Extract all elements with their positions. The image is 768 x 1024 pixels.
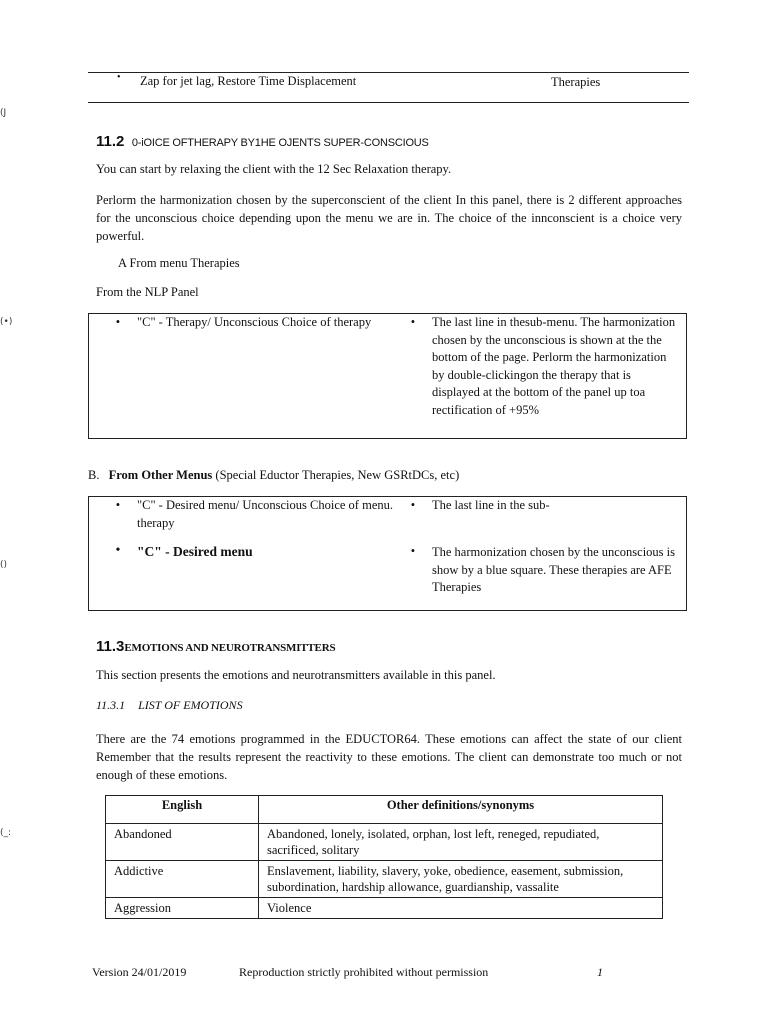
table-header-synonyms: Other definitions/synonyms [259,796,663,824]
box2-row2-left: "C" - Desired menu [137,544,253,559]
emotion-name: Abandoned [106,824,259,861]
margin-mark: () [0,560,8,570]
header-bottom-rule [88,102,689,103]
header-left-text: Zap for jet lag, Restore Time Displacement [140,74,357,88]
header-bullet: • [117,72,121,83]
emotion-synonyms: Violence [259,898,663,919]
box1-right-text: The last line in thesub-menu. The harmonization chosen by the unconscious is shown at the the bottom of the page. Perlorm the harmonization by double-clickingon the therapy that is displayed at the bottom of the panel up toa rectification of +95% [432,315,676,417]
table-row [106,824,663,861]
bullet: • [410,544,416,558]
section-title: 0-iOICE OFTHERAPY BY1HE OJENTS SUPER-CONSCIOUS [131,137,429,149]
section-heading-11-2 [96,133,429,150]
margin-mark: (_: [0,828,12,838]
emotion-name: Aggression [106,898,259,919]
section-number: 11.2 [96,133,125,150]
nlp-panel-box [88,313,687,439]
intro-paragraph: You can start by relaxing the client with the 12 Sec Relaxation therapy. [96,162,452,176]
nlp-panel-label: From the NLP Panel [96,285,199,299]
item-b-letter: B. [88,468,100,482]
section-heading-11-3 [96,638,335,655]
section-title: EMOTIONS AND NEUROTRANSMITTERS [124,642,336,654]
section-number: 11.3 [96,638,125,655]
margin-mark: (•) [0,317,13,327]
bullet: • [410,315,416,329]
box2-row2-right: The harmonization chosen by the unconscious is show by a blue square. These therapies are AFE Therapies [432,545,675,594]
page-number: 1 [597,965,603,979]
header-right-text: Therapies [551,75,601,89]
table-row [106,861,663,898]
emotions-paragraph: There are the 74 emotions programmed in the EDUCTOR64. These emotions can affect the state of our client Remember that the results represent the reactivity to these emotions. The client can demonstrate too much or not enough of these emotions. [96,732,682,782]
emotions-intro: This section presents the emotions and neurotransmitters available in this panel. [96,668,496,682]
subsection-number: 11.3.1 [96,698,126,712]
box2-row1-right: The last line in the sub- [432,498,550,512]
header-top-rule [88,72,689,73]
margin-mark: (J [0,108,7,118]
item-b-bold: From Other Menus [108,468,213,482]
item-a-label: A From menu Therapies [118,256,240,270]
emotion-name: Addictive [106,861,259,898]
subsection-title: LIST OF EMOTIONS [138,698,243,712]
footer-version: Version 24/01/2019 [92,965,187,979]
subsection-heading [96,698,243,713]
other-menus-box [88,496,687,611]
emotion-synonyms: Abandoned, lonely, isolated, orphan, lost left, reneged, repudiated, sacrificed, solitary [259,824,663,861]
emotion-synonyms: Enslavement, liability, slavery, yoke, obedience, easement, submission, subordination, hardship allowance, guardianship, vassalite [259,861,663,898]
bullet: • [115,315,121,329]
bullet: • [115,498,121,512]
item-b-label [88,468,459,483]
table-header-english: English [106,796,259,824]
bullet: • [115,543,121,558]
box2-row1-left: "C" - Desired menu/ Unconscious Choice of menu. therapy [137,498,393,530]
harmonization-paragraph: Perlorm the harmonization chosen by the superconscient of the client In this panel, there is 2 different approaches for the unconscious choice depending upon the menu we are in. The choice of the innconscient is a choice very powerful. [96,193,682,243]
item-b-rest: (Special Eductor Therapies, New GSRtDCs, etc) [212,468,460,482]
box1-left-text: "C" - Therapy/ Unconscious Choice of therapy [137,315,372,329]
bullet: • [410,498,416,512]
emotions-table [105,795,663,919]
footer-notice: Reproduction strictly prohibited without permission [239,965,489,979]
table-row [106,898,663,919]
